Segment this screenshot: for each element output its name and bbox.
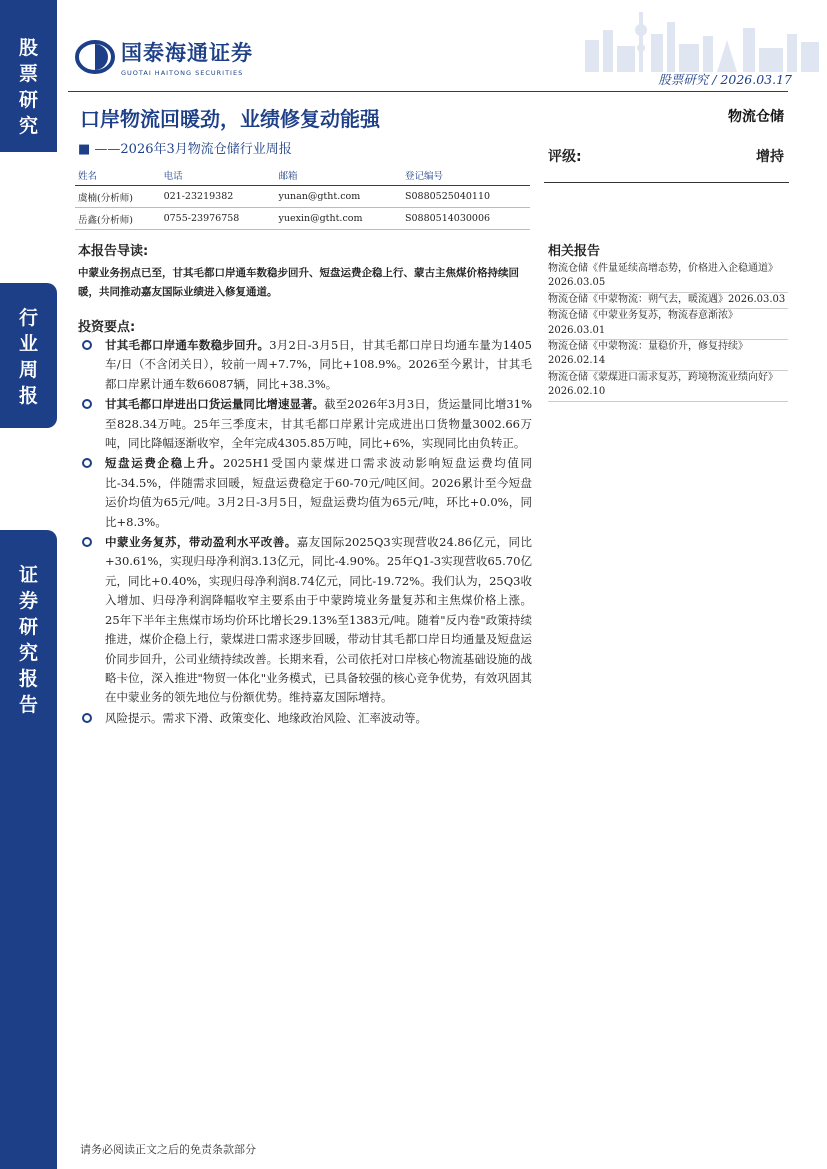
- related-report-link[interactable]: 物流仓储《蒙煤进口需求复苏，跨境物流业绩向好》2026.02.10: [548, 371, 788, 402]
- header-name: 姓名: [75, 164, 161, 186]
- bullet-icon: [82, 340, 92, 350]
- point-text: 嘉友国际2025Q3实现营收24.86亿元，同比+30.61%，实现归母净利润3.13亿元，同比-4.90%。25年Q1-3实现营收65.70亿元，同比+0.40%，实现归母净利润8.74亿元，同比-19.72%。我们认为，25Q3收入增加、归母净利润降幅收窄主要系由于中蒙跨境业务量复苏和主焦煤价格上涨。25年下半年主焦煤市场均价环比增长29.13%至1383元/吨。随着"反内卷"政策持续推进，煤价企稳上行，蒙煤进口需求逐步回暖，带动甘其毛都口岸日均通量及短盘运价同步回升，公司业绩持续改善。长期来看，公司依托对口岸核心物流基础设施的战略卡位，深入推进"物贸一体化"业务模式，已具备较强的核心竞争优势，有效巩固其在中蒙业务的领先地位与份额优势。维持嘉友国际增持。: [105, 535, 532, 705]
- bullet-icon: [82, 537, 92, 547]
- related-report-link[interactable]: 物流仓储《件量延续高增态势，价格进入企稳通道》2026.03.05: [548, 262, 788, 293]
- analyst-email[interactable]: yuexin@gtht.com: [275, 208, 402, 230]
- company-logo: [75, 37, 253, 77]
- analyst-reg-no: S0880514030006: [402, 208, 530, 230]
- list-item: [80, 336, 532, 394]
- related-report-link[interactable]: 物流仓储《中蒙业务复苏，物流春意渐浓》2026.03.01: [548, 309, 788, 340]
- analyst-name: 岳鑫(分析师): [75, 208, 161, 230]
- list-item: [80, 709, 532, 728]
- related-report-link[interactable]: 物流仓储《中蒙物流：量稳价升，修复持续》2026.02.14: [548, 340, 788, 371]
- point-text: 风险提示。需求下滑、政策变化、地缘政治风险、汇率波动等。: [105, 710, 427, 725]
- rating-value: 增持: [756, 149, 784, 165]
- analyst-table: [75, 164, 530, 230]
- sidebar-section-weekly: [0, 283, 57, 428]
- point-lead: 甘其毛都口岸通车数稳步回升。: [105, 338, 270, 352]
- related-report-link[interactable]: 物流仓储《中蒙物流：朔气去，暖流遇》2026.03.03: [548, 293, 788, 309]
- list-item: [80, 454, 532, 532]
- analyst-name: 虞楠(分析师): [75, 186, 161, 208]
- report-type-date: 股票研究 / 2026.03.17: [658, 72, 792, 87]
- point-lead: 短盘运费企稳上升。: [105, 456, 224, 471]
- sidebar-label-1: 股票研究: [18, 37, 38, 137]
- point-text: 3月2日-3月5日，甘其毛都口岸日均通车量为1405车/日（不含闭关日），较前一周+7.7%，同比+108.9%。2026至今累计，甘其毛都口岸累计通车数66087辆，同比+38.3%。: [105, 338, 532, 391]
- report-subtitle: ■ ——2026年3月物流仓储行业周报: [78, 142, 292, 157]
- city-skyline-graphic: [575, 0, 825, 72]
- analyst-email[interactable]: yunan@gtht.com: [275, 186, 402, 208]
- footer-disclaimer: 请务必阅读正文之后的免责条款部分: [80, 1143, 256, 1156]
- bullet-icon: [82, 458, 92, 468]
- list-item: [80, 395, 532, 453]
- table-row: [75, 208, 530, 230]
- sidebar-label-2: 行业周报: [18, 307, 38, 407]
- investment-heading: 投资要点:: [78, 320, 136, 335]
- sidebar-label-3: 证券研究报告: [18, 564, 38, 716]
- header-email: 邮箱: [275, 164, 402, 186]
- header-phone: 电话: [161, 164, 276, 186]
- rating-divider: [544, 182, 789, 183]
- analyst-phone: 0755-23976758: [161, 208, 276, 230]
- logo-name-cn: 国泰海通证券: [121, 41, 253, 65]
- logo-name-en: GUOTAI HAITONG SECURITIES: [121, 69, 244, 77]
- sidebar-section-stock-research: [0, 0, 57, 152]
- guide-body: 中蒙业务拐点已至，甘其毛都口岸通车数稳步回升、短盘运费企稳上行、蒙古主焦煤价格持续回暖，共同推动嘉友国际业绩进入修复通道。: [78, 267, 519, 298]
- table-row: [75, 186, 530, 208]
- analyst-reg-no: S0880525040110: [402, 186, 530, 208]
- point-text: 2025H1受国内蒙煤进口需求波动影响短盘运费均值同比-34.5%，伴随需求回暖，短盘运费稳定于60-70元/吨区间。2026累计至今短盘运价均值为65元/吨。3月2日-3月5日，短盘运费均值为65元/吨，环比+0.0%，同比+8.3%。: [105, 456, 532, 529]
- list-item: [80, 533, 532, 708]
- guide-heading: 本报告导读:: [78, 244, 149, 259]
- investment-points: [80, 336, 532, 729]
- point-lead: 中蒙业务复苏，带动盈利水平改善。: [105, 535, 297, 550]
- point-text: 截至2026年3月3日，货运量同比增31%至828.34万吨。25年三季度末，甘其毛都口岸累计完成进出口货物量3002.66万吨，同比降幅逐渐收窄，全年完成4305.85万吨，同比+6%，实现同比由负转正。: [105, 397, 532, 451]
- related-reports-list: [548, 262, 788, 402]
- point-lead: 甘其毛都口岸进出口货运量同比增速显著。: [105, 397, 325, 412]
- analyst-table-header: [75, 164, 530, 186]
- header-reg-no: 登记编号: [402, 164, 530, 186]
- analyst-phone: 021-23219382: [161, 186, 276, 208]
- bullet-icon: [82, 713, 92, 723]
- sidebar-section-securities-report: [0, 530, 57, 1169]
- bullet-icon: [82, 399, 92, 409]
- report-title: 口岸物流回暖劲，业绩修复动能强: [80, 107, 380, 131]
- related-heading: 相关报告: [548, 244, 601, 259]
- rating-label: 评级:: [548, 149, 582, 165]
- header-divider: [68, 91, 788, 92]
- sector-name: 物流仓储: [728, 109, 784, 125]
- logo-mark-icon: [75, 40, 115, 74]
